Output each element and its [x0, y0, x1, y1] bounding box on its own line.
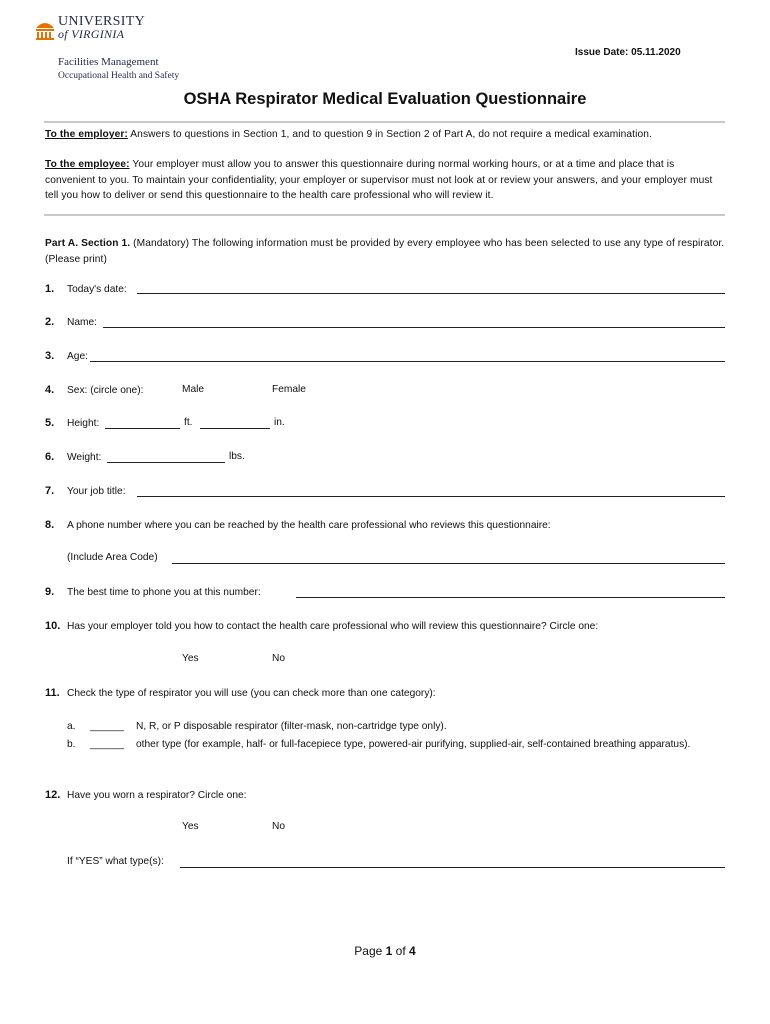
divider-middle — [44, 214, 725, 216]
q10-option-no[interactable]: No — [272, 653, 286, 664]
q2-number: 2. — [45, 316, 55, 328]
q4-option-male[interactable]: Male — [182, 384, 205, 395]
question-5 — [45, 416, 99, 431]
question-1 — [45, 282, 127, 297]
footer-page-number: 1 — [385, 944, 393, 958]
q3-label: Age: — [67, 351, 88, 362]
q11-label: Check the type of respirator you will use (you can check more than one category): — [67, 688, 436, 699]
section-intro — [45, 236, 725, 267]
q11-a-letter: a. — [67, 721, 76, 732]
department-name: Facilities Management — [58, 56, 159, 68]
q1-date-field[interactable] — [137, 293, 725, 294]
q11-b-text: other type (for example, half- or full-facepiece type, powered-air purifying, supplied-air, self-contained breathing apparatus). — [136, 739, 691, 750]
section-text: (Mandatory) The following information must be provided by every employee who has been selected to use any type of respirator. (Please print) — [45, 238, 725, 265]
q2-name-field[interactable] — [103, 327, 725, 328]
question-2 — [45, 315, 97, 330]
question-11 — [45, 686, 436, 701]
question-6 — [45, 450, 101, 465]
employer-lead: To the employer: — [45, 129, 128, 140]
q4-number: 4. — [45, 384, 55, 396]
q10-label: Has your employer told you how to contact the health care professional who will review this questionnaire? Circle one: — [67, 621, 599, 632]
q10-option-yes[interactable]: Yes — [182, 653, 199, 664]
q1-label: Today's date: — [67, 284, 127, 295]
q6-weight-field[interactable] — [107, 462, 225, 463]
page-title: OSHA Respirator Medical Evaluation Questionnaire — [183, 90, 587, 108]
q11-a-checkbox[interactable]: ______ — [90, 721, 124, 732]
question-9 — [45, 585, 261, 600]
uva-rotunda-logo-icon — [35, 18, 55, 40]
q6-label: Weight: — [67, 452, 102, 463]
q12-followup-label: If “YES” what type(s): — [67, 856, 164, 867]
footer-page-prefix: Page — [354, 944, 386, 958]
question-4 — [45, 383, 143, 398]
q6-weight-unit: lbs. — [229, 451, 245, 462]
q4-label: Sex: (circle one): — [67, 385, 144, 396]
q6-number: 6. — [45, 451, 55, 463]
q9-label: The best time to phone you at this number: — [67, 587, 261, 598]
q12-option-no[interactable]: No — [272, 821, 286, 832]
issue-date: Issue Date: 05.11.2020 — [575, 47, 681, 58]
q3-number: 3. — [45, 350, 55, 362]
q8-phone-field[interactable] — [172, 563, 725, 564]
q5-inches-unit: in. — [274, 417, 285, 428]
q12-type-field[interactable] — [180, 867, 725, 868]
question-10 — [45, 619, 598, 634]
q7-number: 7. — [45, 485, 55, 497]
employer-note — [45, 127, 725, 143]
university-wordmark — [58, 16, 145, 40]
q5-feet-unit: ft. — [184, 417, 193, 428]
question-8 — [45, 518, 551, 533]
q9-time-field[interactable] — [296, 597, 725, 598]
q11-a-text: N, R, or P disposable respirator (filter-mask, non-cartridge type only). — [136, 721, 447, 732]
footer-page-total: 4 — [409, 944, 416, 958]
department-block — [58, 55, 179, 83]
q12-label: Have you worn a respirator? Circle one: — [67, 790, 247, 801]
q4-option-female[interactable]: Female — [272, 384, 306, 395]
q8-label: A phone number where you can be reached by the health care professional who reviews this questionnaire: — [67, 520, 551, 531]
q5-number: 5. — [45, 417, 55, 429]
page-footer — [0, 944, 770, 958]
q12-option-yes[interactable]: Yes — [182, 821, 199, 832]
q12-number: 12. — [45, 789, 61, 801]
question-12 — [45, 788, 247, 803]
q1-number: 1. — [45, 283, 55, 295]
employer-text: Answers to questions in Section 1, and to question 9 in Section 2 of Part A, do not require a medical examination. — [127, 129, 652, 140]
q3-age-field[interactable] — [90, 361, 725, 362]
employee-text: Your employer must allow you to answer this questionnaire during normal working hours, or at a time and place that is convenient to you. To maintain your confidentiality, your employer or supervisor must not look at or review your answers, and your employer must tell you how to deliver or send this questionnaire to the health care professional who will review it. — [45, 159, 713, 201]
q11-b-letter: b. — [67, 739, 76, 750]
subdepartment-name: Occupational Health and Safety — [58, 71, 180, 81]
question-3 — [45, 349, 88, 364]
q10-number: 10. — [45, 620, 61, 632]
divider-top — [44, 121, 725, 123]
q5-label: Height: — [67, 418, 100, 429]
q11-number: 11. — [45, 687, 60, 699]
q8-number: 8. — [45, 519, 55, 531]
footer-of: of — [392, 944, 410, 958]
q9-number: 9. — [45, 586, 55, 598]
q7-label: Your job title: — [67, 486, 126, 497]
q11-b-checkbox[interactable]: ______ — [90, 739, 124, 750]
q5-inches-field[interactable] — [200, 428, 270, 429]
q8-sub-label: (Include Area Code) — [67, 552, 158, 563]
q5-feet-field[interactable] — [105, 428, 180, 429]
org-line1: UNIVERSITY — [58, 14, 145, 29]
section-lead: Part A. Section 1. — [45, 238, 131, 249]
org-line2: of VIRGINIA — [58, 27, 125, 41]
q7-job-title-field[interactable] — [137, 496, 725, 497]
employee-lead: To the employee: — [45, 159, 130, 170]
q2-label: Name: — [67, 317, 98, 328]
employee-note — [45, 157, 725, 204]
question-7 — [45, 484, 126, 499]
